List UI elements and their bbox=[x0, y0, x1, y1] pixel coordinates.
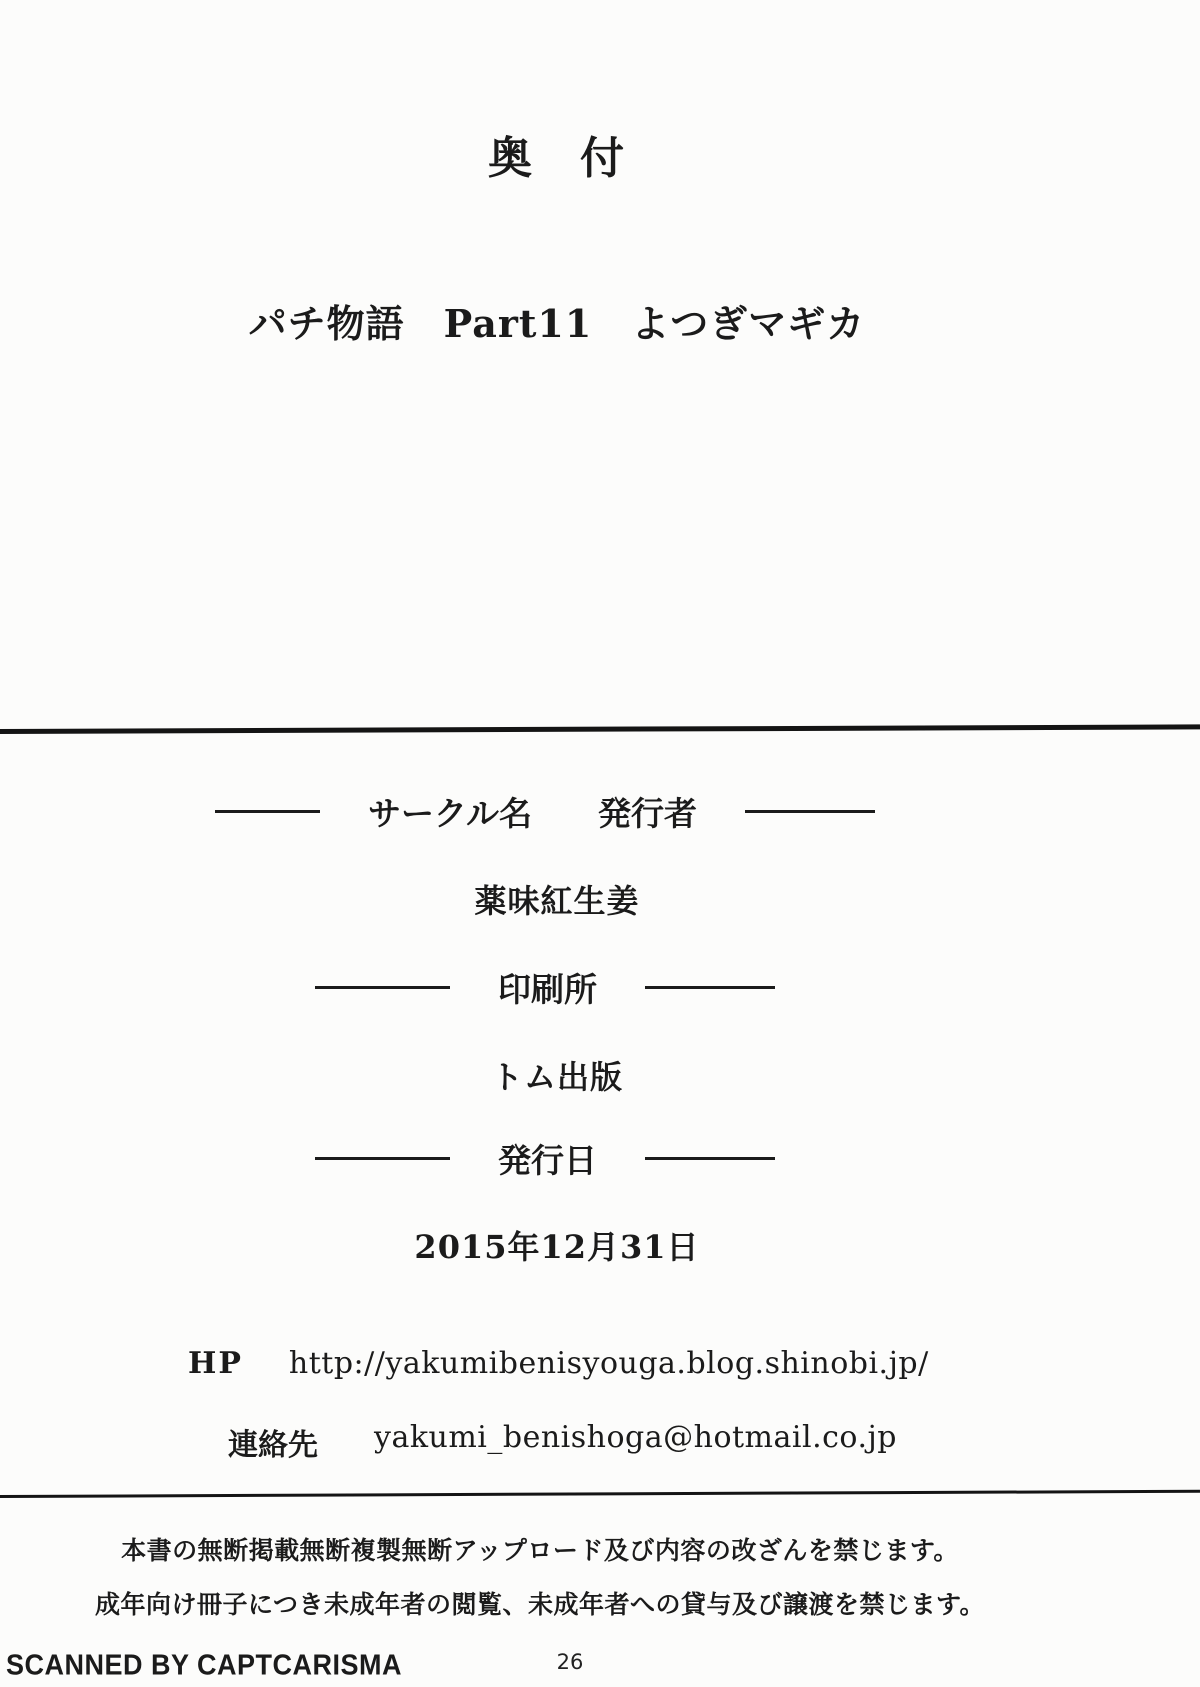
book-title: パチ物語 Part11 よつぎマギカ bbox=[248, 301, 866, 346]
heading-dash-left bbox=[315, 1157, 450, 1160]
scanner-credit: SCANNED BY CAPTCARISMA bbox=[6, 1649, 403, 1681]
page-number: 26 bbox=[556, 1650, 584, 1674]
publication-date-heading-row bbox=[0, 1135, 1090, 1182]
publication-date-heading: 発行日 bbox=[498, 1141, 597, 1180]
heading-dash-right bbox=[745, 810, 875, 813]
heading-dash-left bbox=[315, 986, 450, 989]
circle-name-value: 薬味紅生姜 bbox=[474, 882, 640, 920]
homepage-url: http://yakumibenisyouga.blog.shinobi.jp/ bbox=[288, 1346, 929, 1381]
heading-dash-right bbox=[645, 1157, 775, 1160]
circle-publisher-heading: サークル名 発行者 bbox=[367, 794, 697, 833]
contact-email: yakumi_benishoga@hotmail.co.jp bbox=[374, 1420, 897, 1455]
page-title: 奥 付 bbox=[488, 133, 626, 184]
homepage-row bbox=[188, 1346, 929, 1381]
printer-heading: 印刷所 bbox=[498, 970, 597, 1009]
heading-dash-right bbox=[645, 986, 775, 989]
printer-heading-row bbox=[0, 964, 1090, 1011]
printer-value: トム出版 bbox=[490, 1058, 623, 1096]
contact-row bbox=[228, 1420, 897, 1464]
heading-dash-left bbox=[215, 810, 320, 813]
adult-content-notice-line2: 成年向け冊子につき未成年者の閲覧、未成年者への貸与及び譲渡を禁じます。 bbox=[94, 1590, 985, 1619]
copyright-notice-line1: 本書の無断掲載無断複製無断アップロード及び内容の改ざんを禁じます。 bbox=[121, 1536, 959, 1565]
top-divider-rule bbox=[0, 724, 1200, 734]
circle-publisher-heading-row bbox=[0, 788, 1090, 835]
bottom-divider-rule bbox=[0, 1490, 1200, 1498]
publication-date-value: 2015年12月31日 bbox=[414, 1228, 700, 1266]
homepage-label: HP bbox=[188, 1346, 243, 1381]
contact-label: 連絡先 bbox=[228, 1428, 318, 1463]
